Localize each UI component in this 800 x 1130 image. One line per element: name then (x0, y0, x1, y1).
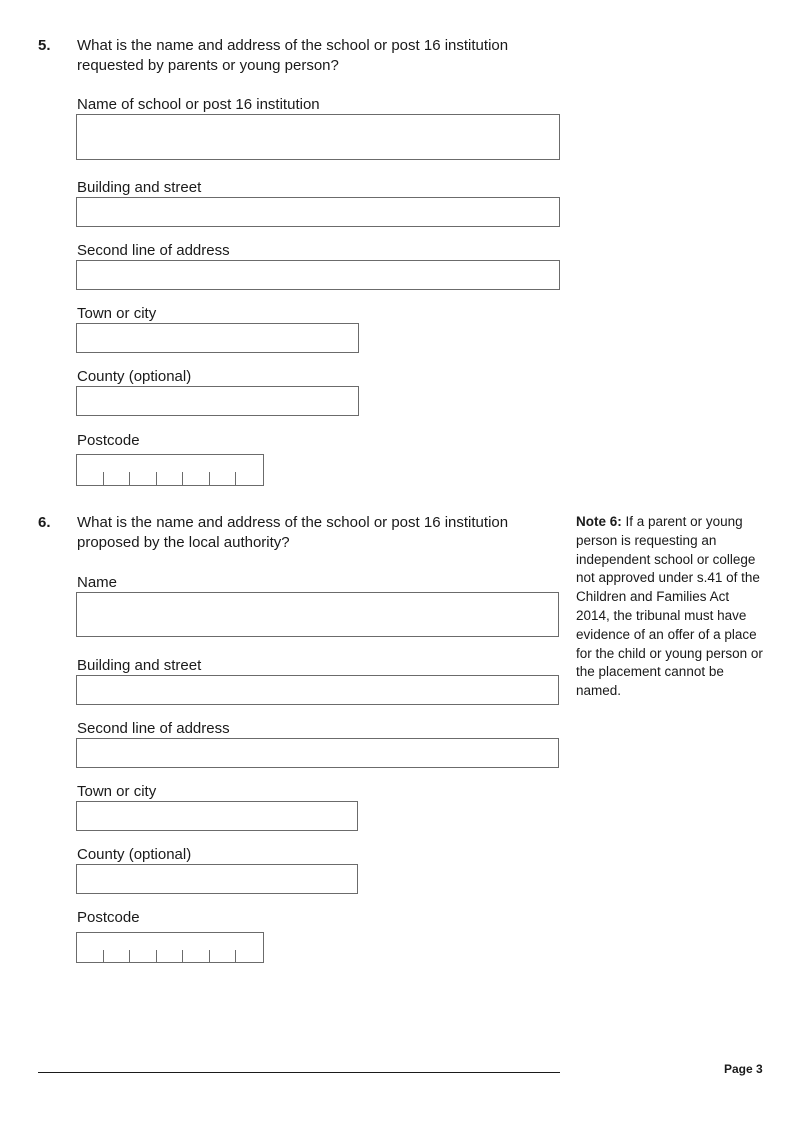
q5-question: What is the name and address of the school or post 16 institution requested by parents or young person? (77, 37, 509, 74)
postcode-char-box[interactable] (130, 455, 157, 485)
q6-county-input[interactable] (76, 864, 358, 894)
postcode-char-box[interactable] (183, 933, 210, 962)
q6-county-label: County (optional) (77, 846, 192, 863)
postcode-char-box[interactable] (130, 933, 157, 962)
page-number: Page 3 (724, 1062, 763, 1076)
q5-street-input[interactable] (76, 197, 560, 227)
q6-postcode-input[interactable] (76, 932, 264, 963)
q6-postcode-label: Postcode (77, 909, 140, 926)
postcode-char-box[interactable] (77, 455, 104, 485)
q6-town-label: Town or city (77, 783, 157, 800)
q5-town-input[interactable] (76, 323, 359, 353)
q6-line2-label: Second line of address (77, 720, 230, 737)
note-6-title: Note 6: (576, 514, 622, 529)
q5-postcode-input[interactable] (76, 454, 264, 486)
q5-street-label: Building and street (77, 179, 202, 196)
postcode-char-box[interactable] (104, 455, 131, 485)
q6-line2-input[interactable] (76, 738, 559, 768)
note-6 (576, 513, 766, 701)
q5-county-input[interactable] (76, 386, 359, 416)
postcode-char-box[interactable] (104, 933, 131, 962)
postcode-char-box[interactable] (236, 933, 263, 962)
q5-county-label: County (optional) (77, 368, 192, 385)
q5-number: 5. (38, 37, 51, 54)
q6-name-input[interactable] (76, 592, 559, 637)
postcode-char-box[interactable] (157, 455, 184, 485)
note-6-text: If a parent or young person is requesting an independent school or college not approved under s.41 of the Children and Families Act 2014, the tribunal must have evidence of an offer of a place for the child or young person or the placement cannot be named. (576, 514, 763, 699)
q5-line2-label: Second line of address (77, 242, 230, 259)
q6-question: What is the name and address of the school or post 16 institution proposed by the local authority? (77, 514, 509, 551)
postcode-char-box[interactable] (210, 455, 237, 485)
q5-line2-input[interactable] (76, 260, 560, 290)
q5-town-label: Town or city (77, 305, 157, 322)
postcode-char-box[interactable] (157, 933, 184, 962)
q6-street-label: Building and street (77, 657, 202, 674)
postcode-char-box[interactable] (236, 455, 263, 485)
footer-divider (38, 1072, 560, 1073)
q5-name-label: Name of school or post 16 institution (77, 96, 320, 113)
q6-name-label: Name (77, 574, 118, 591)
q6-number: 6. (38, 514, 51, 531)
q6-street-input[interactable] (76, 675, 559, 705)
q6-town-input[interactable] (76, 801, 358, 831)
postcode-char-box[interactable] (210, 933, 237, 962)
postcode-char-box[interactable] (77, 933, 104, 962)
q5-postcode-label: Postcode (77, 432, 140, 449)
postcode-char-box[interactable] (183, 455, 210, 485)
q5-name-input[interactable] (76, 114, 560, 160)
